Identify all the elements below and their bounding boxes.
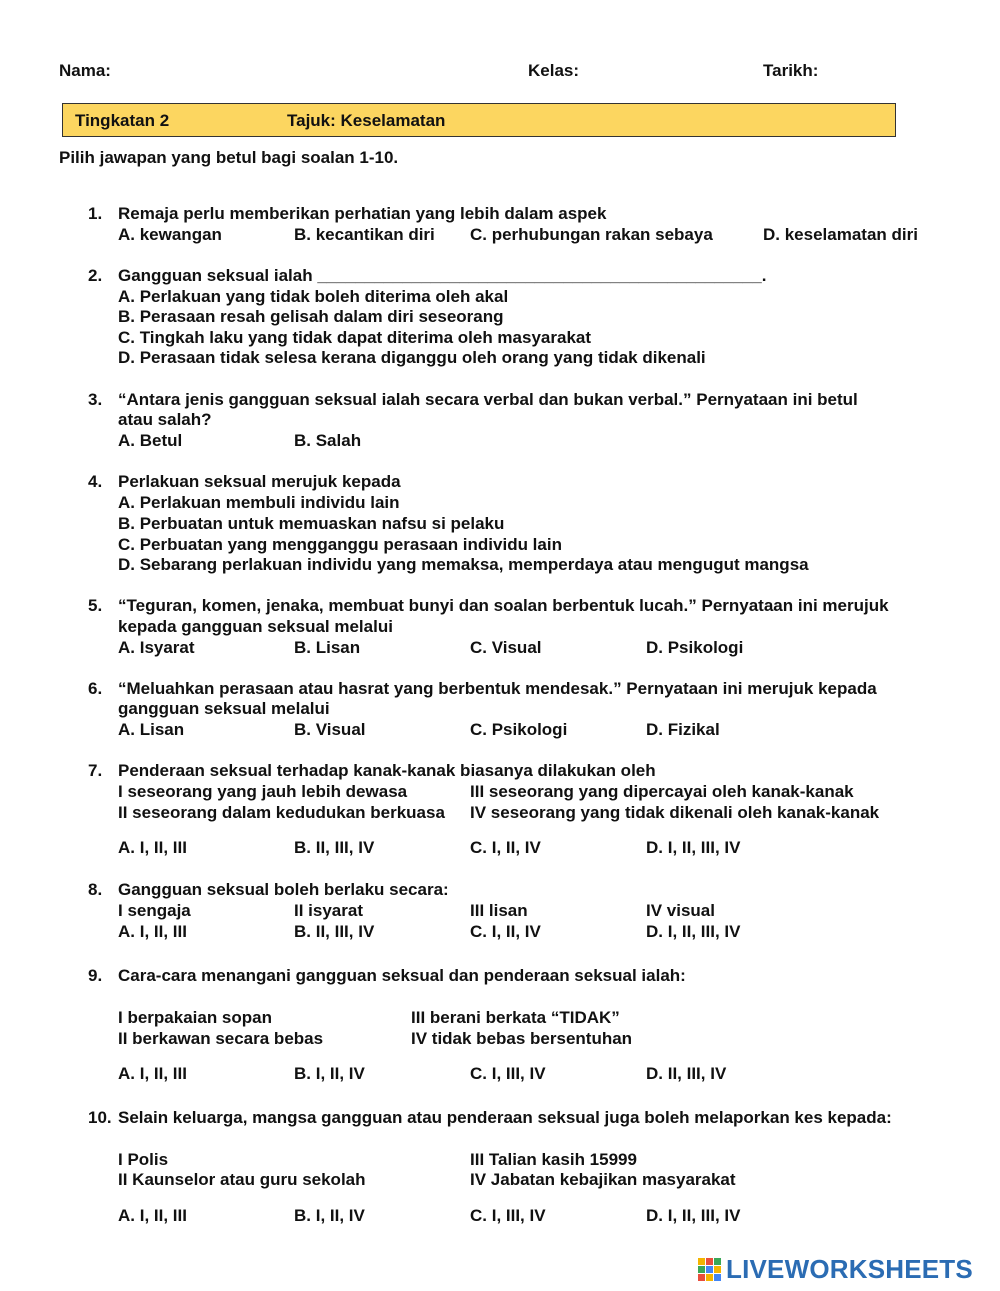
option-b[interactable]: B. II, III, IV [294, 922, 375, 941]
question-text: Cara-cara menangani gangguan seksual dan penderaan seksual ialah: [118, 966, 686, 985]
option-c[interactable]: C. Perbuatan yang mengganggu perasaan individu lain [118, 535, 562, 554]
statement: II seseorang dalam kedudukan berkuasa [118, 803, 445, 822]
option-a[interactable]: A. I, II, III [118, 1206, 187, 1225]
statement: III Talian kasih 15999 [470, 1150, 637, 1169]
option-c[interactable]: C. perhubungan rakan sebaya [470, 225, 713, 244]
option-c[interactable]: C. Tingkah laku yang tidak dapat diterima oleh masyarakat [118, 328, 592, 347]
option-b[interactable]: B. Salah [294, 431, 362, 450]
option-a[interactable]: A. I, II, III [118, 922, 187, 941]
statement: I Polis [118, 1150, 169, 1169]
nama-label: Nama: [59, 61, 111, 80]
option-a[interactable]: A. Isyarat [118, 638, 195, 657]
question-number: 1. [88, 204, 103, 223]
logo-mark-icon [698, 1258, 722, 1282]
question-text: Remaja perlu memberikan perhatian yang lebih dalam aspek [118, 204, 607, 223]
question-number: 5. [88, 596, 103, 615]
option-b[interactable]: B. I, II, IV [294, 1206, 365, 1225]
option-b[interactable]: B. Perasaan resah gelisah dalam diri seseorang [118, 307, 504, 326]
statement: IV Jabatan kebajikan masyarakat [470, 1170, 736, 1189]
statement: IV visual [646, 901, 715, 920]
question-text: Perlakuan seksual merujuk kepada [118, 472, 401, 491]
option-c[interactable]: C. I, III, IV [470, 1206, 546, 1225]
option-c[interactable]: C. I, II, IV [470, 838, 541, 857]
question-text: kepada gangguan seksual melalui [118, 617, 393, 636]
question-text: Gangguan seksual ialah _______________________________________________. [118, 266, 767, 285]
option-d[interactable]: D. keselamatan diri [763, 225, 918, 244]
option-d[interactable]: D. I, II, III, IV [646, 1206, 741, 1225]
statement: IV tidak bebas bersentuhan [411, 1029, 633, 1048]
option-c[interactable]: C. Psikologi [470, 720, 568, 739]
question-text: “Meluahkan perasaan atau hasrat yang berbentuk mendesak.” Pernyataan ini merujuk kepada [118, 679, 877, 698]
statement: IV seseorang yang tidak dikenali oleh kanak-kanak [470, 803, 880, 822]
statement: III seseorang yang dipercayai oleh kanak-kanak [470, 782, 854, 801]
question-text: Penderaan seksual terhadap kanak-kanak biasanya dilakukan oleh [118, 761, 656, 780]
topic-label: Tajuk: Keselamatan [287, 111, 446, 130]
option-d[interactable]: D. Fizikal [646, 720, 720, 739]
option-b[interactable]: B. II, III, IV [294, 838, 375, 857]
statement: I berpakaian sopan [118, 1008, 272, 1027]
statement: I seseorang yang jauh lebih dewasa [118, 782, 408, 801]
statement: III berani berkata “TIDAK” [411, 1008, 620, 1027]
option-a[interactable]: A. Lisan [118, 720, 185, 739]
instruction-text: Pilih jawapan yang betul bagi soalan 1-10. [59, 148, 399, 167]
statement: II isyarat [294, 901, 363, 920]
question-number: 10. [88, 1108, 112, 1127]
option-b[interactable]: B. kecantikan diri [294, 225, 435, 244]
logo-text: LIVEWORKSHEETS [726, 1254, 973, 1284]
option-d[interactable]: D. I, II, III, IV [646, 922, 741, 941]
option-d[interactable]: D. Perasaan tidak selesa kerana diganggu oleh orang yang tidak dikenali [118, 348, 706, 367]
question-number: 4. [88, 472, 103, 491]
question-number: 2. [88, 266, 103, 285]
question-text: “Antara jenis gangguan seksual ialah secara verbal dan bukan verbal.” Pernyataan ini betul [118, 390, 858, 409]
question-text: atau salah? [118, 410, 212, 429]
tarikh-label: Tarikh: [763, 61, 819, 80]
option-d[interactable]: D. II, III, IV [646, 1064, 727, 1083]
question-number: 9. [88, 966, 103, 985]
question-text: Gangguan seksual boleh berlaku secara: [118, 880, 449, 899]
statement: II Kaunselor atau guru sekolah [118, 1170, 366, 1189]
option-d[interactable]: D. I, II, III, IV [646, 838, 741, 857]
option-d[interactable]: D. Sebarang perlakuan individu yang memaksa, memperdaya atau mengugut mangsa [118, 555, 809, 574]
option-d[interactable]: D. Psikologi [646, 638, 744, 657]
question-text: “Teguran, komen, jenaka, membuat bunyi dan soalan berbentuk lucah.” Pernyataan ini merujuk [118, 596, 889, 615]
option-a[interactable]: A. I, II, III [118, 838, 187, 857]
question-number: 6. [88, 679, 103, 698]
option-c[interactable]: C. Visual [470, 638, 542, 657]
question-number: 7. [88, 761, 103, 780]
option-a[interactable]: A. kewangan [118, 225, 222, 244]
option-c[interactable]: C. I, III, IV [470, 1064, 546, 1083]
option-a[interactable]: A. I, II, III [118, 1064, 187, 1083]
question-number: 3. [88, 390, 103, 409]
statement: I sengaja [118, 901, 191, 920]
option-a[interactable]: A. Betul [118, 431, 183, 450]
option-a[interactable]: A. Perlakuan membuli individu lain [118, 493, 400, 512]
option-b[interactable]: B. Lisan [294, 638, 361, 657]
question-number: 8. [88, 880, 103, 899]
option-c[interactable]: C. I, II, IV [470, 922, 541, 941]
question-text: Selain keluarga, mangsa gangguan atau penderaan seksual juga boleh melaporkan kes kepada: [118, 1108, 892, 1127]
option-b[interactable]: B. I, II, IV [294, 1064, 365, 1083]
statement: II berkawan secara bebas [118, 1029, 324, 1048]
kelas-label: Kelas: [528, 61, 580, 80]
option-a[interactable]: A. Perlakuan yang tidak boleh diterima oleh akal [118, 287, 509, 306]
question-text: gangguan seksual melalui [118, 699, 330, 718]
level-label: Tingkatan 2 [75, 111, 170, 130]
topic-banner [62, 103, 896, 137]
option-b[interactable]: B. Perbuatan untuk memuaskan nafsu si pelaku [118, 514, 505, 533]
option-b[interactable]: B. Visual [294, 720, 366, 739]
statement: III lisan [470, 901, 528, 920]
